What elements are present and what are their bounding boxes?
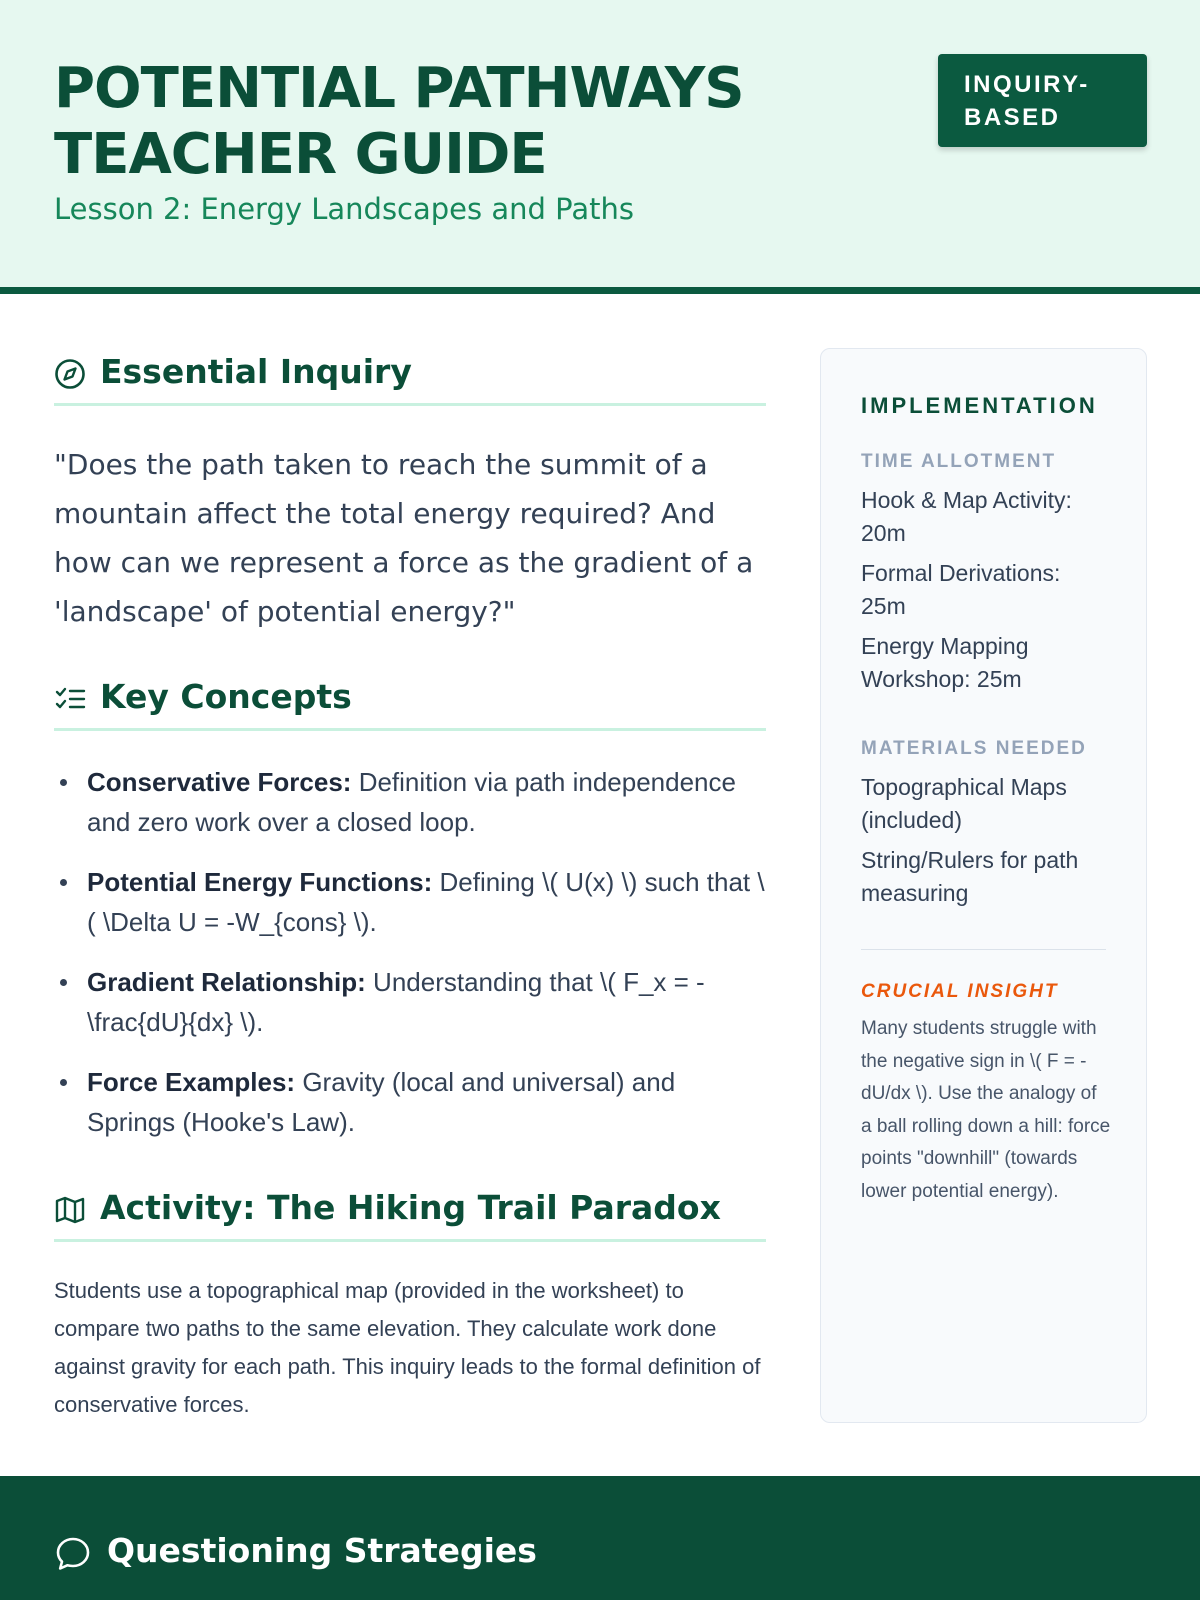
concept-term: Conservative Forces: [87,767,352,797]
title-line-1: POTENTIAL PATHWAYS [54,56,744,121]
key-concepts-list [54,762,766,1162]
badge-line-1: INQUIRY- [964,71,1090,98]
activity-title: Activity: The Hiking Trail Paradox [100,1188,721,1227]
implementation-panel [820,348,1147,1423]
speech-bubble-icon [55,1536,91,1572]
time-allotment-label: TIME ALLOTMENT [861,451,1057,472]
page-title [54,56,814,188]
time-item: Energy Mapping Workshop: 25m [861,633,1029,692]
questioning-strategies-section [0,1476,1200,1600]
concept-term: Force Examples: [87,1067,296,1097]
time-item: Formal Derivations: 25m [861,560,1061,619]
bullet-dot [60,879,67,886]
compass-icon [54,358,86,390]
panel-divider [861,949,1106,950]
inquiry-based-badge [938,54,1147,147]
concept-term: Potential Energy Functions: [87,867,433,897]
map-icon [54,1194,86,1226]
implementation-title: IMPLEMENTATION [861,393,1098,418]
essential-inquiry-title: Essential Inquiry [100,352,412,391]
material-item: String/Rulers for path measuring [861,847,1079,906]
list-item [54,862,766,942]
crucial-insight-text: Many students struggle with the negative sign in \( F = -dU/dx \). Use the analogy of a ball rolling down a hill: force points "downhill" (towards lower potential energy). [861,1018,1111,1202]
concept-text: Understanding that \( F_x = -\frac{dU}{dx} \). [87,967,705,1037]
badge-line-2: BASED [964,104,1061,131]
bullet-dot [60,779,67,786]
concept-text: Gravity (local and universal) and Springs (Hooke's Law). [87,1067,676,1137]
list-item [54,762,766,842]
materials-label: MATERIALS NEEDED [861,738,1087,759]
essential-question: "Does the path taken to reach the summit of a mountain affect the total energy required? And how can we represent a force as the gradient of a 'landscape' of potential energy?" [54,448,754,628]
essential-inquiry-heading [54,350,766,406]
key-concepts-title: Key Concepts [100,677,352,716]
bullet-dot [60,979,67,986]
bullet-dot [60,1079,67,1086]
lesson-subtitle: Lesson 2: Energy Landscapes and Paths [54,192,634,226]
crucial-insight-label: CRUCIAL INSIGHT [861,981,1059,1002]
list-item [54,962,766,1042]
key-concepts-heading [54,675,766,731]
concept-term: Gradient Relationship: [87,967,366,997]
material-item: Topographical Maps (included) [861,774,1067,833]
activity-description: Students use a topographical map (provided in the worksheet) to compare two paths to the same elevation. They calculate work done against gravity for each path. This inquiry leads to the formal definition of conservative forces. [54,1278,761,1417]
concept-text: Definition via path independence and zero work over a closed loop. [87,767,736,837]
title-line-2: TEACHER GUIDE [54,122,547,187]
concept-text: Defining \( U(x) \) such that \( \Delta U = -W_{cons} \). [87,867,765,937]
questioning-strategies-title: Questioning Strategies [107,1531,537,1570]
activity-heading [54,1186,766,1242]
list-item [54,1062,766,1142]
page-header [0,0,1200,294]
checklist-icon [54,683,86,715]
time-item: Hook & Map Activity: 20m [861,487,1072,546]
